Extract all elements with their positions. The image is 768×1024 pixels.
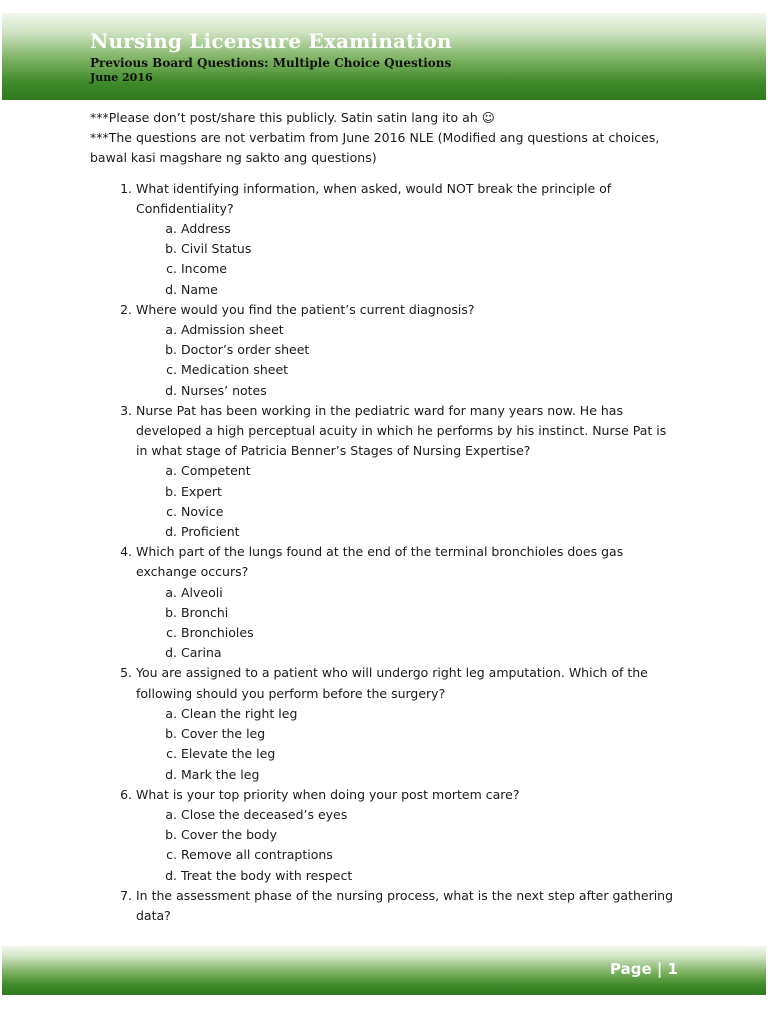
question-text: You are assigned to a patient who will undergo right leg amputation. Which of the following should you perform before the surgery?	[136, 665, 648, 701]
footer-band	[2, 946, 766, 995]
choice-list	[136, 461, 680, 542]
choice-item: d. Nurses’ notes	[181, 381, 680, 401]
choice-item: c. Income	[181, 259, 680, 279]
choice-list	[136, 583, 680, 664]
document-header	[90, 28, 452, 84]
question-item	[136, 886, 680, 926]
question-item	[136, 785, 680, 886]
choice-item: a. Admission sheet	[181, 320, 680, 340]
question-list	[90, 179, 680, 927]
choice-item: c. Novice	[181, 502, 680, 522]
document-subtitle: Previous Board Questions: Multiple Choice Questions	[90, 56, 452, 70]
choice-item: b. Expert	[181, 482, 680, 502]
choice-list	[136, 219, 680, 300]
question-text: Nurse Pat has been working in the pediatric ward for many years now. He has developed a high perceptual acuity in which he performs by his instinct. Nurse Pat is in what stage of Patricia Benner’s Stages of Nursing Expertise?	[136, 402, 667, 459]
notice-verbatim: ***The questions are not verbatim from June 2016 NLE (Modified ang questions at choices, bawal kasi magshare ng sakto ang questions)	[90, 130, 660, 166]
choice-item: d. Proficient	[181, 522, 680, 542]
question-item	[136, 300, 680, 401]
document-date: June 2016	[90, 71, 153, 84]
question-text: Where would you find the patient’s current diagnosis?	[136, 301, 475, 317]
choice-item: d. Carina	[181, 643, 680, 663]
choice-item: d. Mark the leg	[181, 765, 680, 785]
question-item	[136, 542, 680, 663]
choice-item: d. Name	[181, 280, 680, 300]
choice-item: c. Remove all contraptions	[181, 845, 680, 865]
choice-item: c. Medication sheet	[181, 360, 680, 380]
question-item	[136, 401, 680, 542]
question-text: What is your top priority when doing your post mortem care?	[136, 786, 520, 802]
choice-item: b. Cover the leg	[181, 724, 680, 744]
choice-item: b. Bronchi	[181, 603, 680, 623]
choice-item: d. Treat the body with respect	[181, 866, 680, 886]
choice-item: a. Address	[181, 219, 680, 239]
question-text: Which part of the lungs found at the end of the terminal bronchioles does gas exchange occurs?	[136, 544, 624, 580]
page-number: Page | 1	[610, 960, 678, 978]
choice-item: a. Clean the right leg	[181, 704, 680, 724]
choice-item: b. Doctor’s order sheet	[181, 340, 680, 360]
question-text: In the assessment phase of the nursing process, what is the next step after gathering data?	[136, 887, 674, 923]
choice-item: c. Elevate the leg	[181, 744, 680, 764]
notice-share: ***Please don’t post/share this publicly. Satin satin lang ito ah ☺	[90, 110, 495, 125]
choice-list	[136, 704, 680, 785]
document-title: Nursing Licensure Examination	[90, 29, 452, 53]
choice-item: c. Bronchioles	[181, 623, 680, 643]
document-body	[90, 108, 680, 926]
question-item	[136, 663, 680, 784]
question-item	[136, 179, 680, 300]
question-text: What identifying information, when asked, would NOT break the principle of Confidentiality?	[136, 180, 612, 216]
choice-item: b. Civil Status	[181, 239, 680, 259]
choice-list	[136, 320, 680, 401]
choice-item: a. Competent	[181, 461, 680, 481]
choice-list	[136, 805, 680, 886]
choice-item: a. Close the deceased’s eyes	[181, 805, 680, 825]
choice-item: b. Cover the body	[181, 825, 680, 845]
choice-item: a. Alveoli	[181, 583, 680, 603]
